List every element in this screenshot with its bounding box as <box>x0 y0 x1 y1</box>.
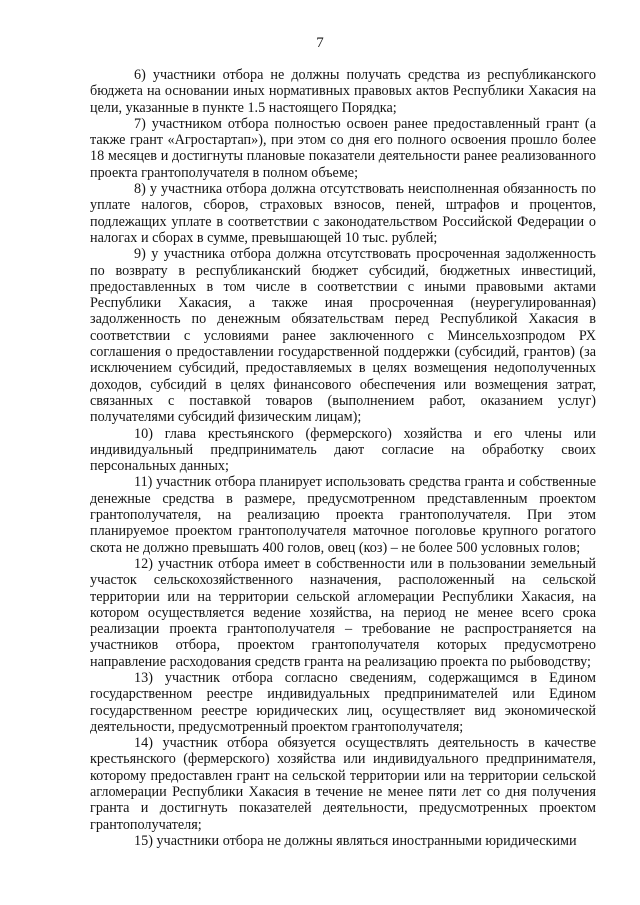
paragraph-item-14: 14) участник отбора обязуется осуществлять деятельность в качестве крестьянского (фермерского) хозяйства или индивидуального предпринимателя, которому предоставлен грант на сельской территории или на территории сельской агломерации Республики Хакасия в течение не менее пяти лет со дня получения гранта и достигнуть показателей деятельности, предусмотренных проектом грантополучателя; <box>90 735 596 833</box>
paragraph-item-7: 7) участником отбора полностью освоен ранее предоставленный грант (а также грант «Агростартап»), при этом со дня его полного освоения прошло более 18 месяцев и достигнуты плановые показатели деятельности ранее реализованного проекта грантополучателя в полном объеме; <box>90 115 596 181</box>
paragraph-item-6: 6) участники отбора не должны получать средства из республиканского бюджета на основании иных нормативных правовых актов Республики Хакасия на цели, указанные в пункте 1.5 настоящего Порядка; <box>90 67 596 116</box>
paragraph-item-13: 13) участник отбора согласно сведениям, содержащимся в Едином государственном реестре индивидуальных предпринимателей или Едином государственном реестре юридических лиц, осуществляет вид экономической деятельности, предусмотренный проектом грантополучателя; <box>90 669 596 735</box>
page-number: 7 <box>316 35 324 51</box>
paragraph-item-10: 10) глава крестьянского (фермерского) хозяйства и его члены или индивидуальный предприниматель дают согласие на обработку своих персональных данных; <box>90 425 596 475</box>
paragraph-item-15: 15) участники отбора не должны являться иностранными юридическими <box>134 832 577 849</box>
paragraph-item-11: 11) участник отбора планирует использовать средства гранта и собственные денежные средства в размере, предусмотренном представленным проектом грантополучателя, на реализацию проекта грантополучателя. При этом планируемое проектом грантополучателя маточное поголовье крупного рогатого скота не должно превышать 400 голов, овец (коз) – не более 500 условных голов; <box>90 474 596 556</box>
paragraph-item-12: 12) участник отбора имеет в собственности или в пользовании земельный участок сельскохозяйственного назначения, расположенный на сельской территории или на территории сельской агломерации Республики Хакасия, на котором осуществляется ведение хозяйства, на период не менее всего срока реализации проекта грантополучателя – требование не распространяется на участников отбора, проектом грантополучателя которых предусмотрено направление расходования средств гранта на реализацию проекта по рыбоводству; <box>90 555 596 670</box>
document-body <box>90 67 596 849</box>
paragraph-item-8: 8) у участника отбора должна отсутствовать неисполненная обязанность по уплате налогов, сборов, страховых взносов, пеней, штрафов и процентов, подлежащих уплате в соответствии с законодательством Российской Федерации о налогах и сборах в сумме, превышающей 10 тыс. рублей; <box>90 181 596 246</box>
paragraph-item-9: 9) у участника отбора должна отсутствовать просроченная задолженность по возврату в республиканский бюджет субсидий, бюджетных инвестиций, предоставленных в том числе в соответствии с иными правовыми актами Республики Хакасия, а также иная просроченная (неурегулированная) задолженность по денежным обязательствам перед Республикой Хакасия в соответствии с условиями ранее заключенного с Минсельхозпродом РХ соглашения о предоставлении государственной поддержки (субсидий, грантов) (за исключением субсидий, предоставляемых в целях возмещения недополученных доходов, субсидий в целях финансового обеспечения или возмещения затрат, связанных с поставкой товаров (выполнением работ, оказанием услуг) получателями субсидий физическим лицам); <box>90 246 596 426</box>
